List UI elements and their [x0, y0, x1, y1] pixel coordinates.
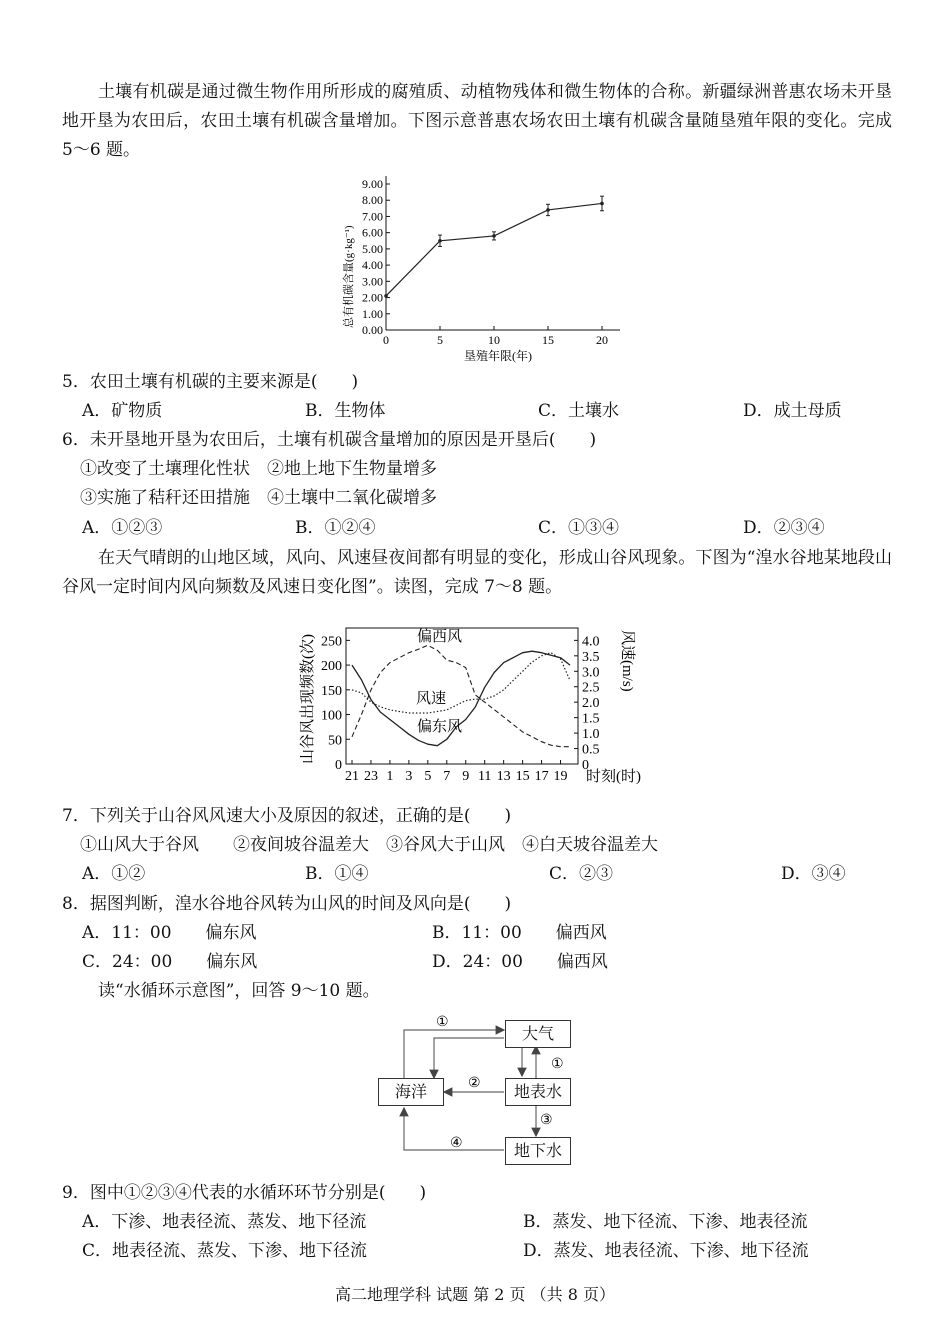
question-5-option-a: A．矿物质	[82, 401, 163, 421]
question-8-option-d: D．24：00 偏西风	[432, 952, 608, 972]
question-7-option-d: D．③④	[781, 864, 846, 884]
chart1-ytick-label: 7.00	[362, 209, 383, 224]
question-7-items: ①山风大于谷风 ②夜间坡谷温差大 ③谷风大于山风 ④白天坡谷温差大	[80, 835, 658, 855]
chart2-yright-tick-label: 3.5	[582, 649, 600, 665]
chart1-ylabel: 总有机碳含量(g·kg⁻¹)	[343, 225, 355, 328]
chart2-ylabel-right: 风速(m/s)	[619, 630, 635, 692]
chart1-ytick-label: 4.00	[362, 258, 383, 273]
node-groundwater: 地下水	[505, 1137, 571, 1165]
label-n1-top: ①	[436, 1015, 449, 1030]
chart1-xtick-label: 15	[542, 333, 554, 347]
question-5-option-d: D．成土母质	[743, 401, 842, 421]
label-n2: ②	[468, 1076, 481, 1091]
chart1-ytick-label: 1.00	[362, 306, 383, 321]
chart1-ytick-label: 8.00	[362, 193, 383, 208]
chart2-xtick-label: 11	[477, 769, 492, 784]
chart2-yright-tick-label: 4.0	[582, 634, 600, 650]
question-9-option-a: A．下渗、地表径流、蒸发、地下径流	[82, 1212, 367, 1232]
chart2-xlabel: 时刻(时)	[586, 769, 641, 785]
arrow-atmosphere-to-ocean	[434, 1038, 504, 1078]
chart2-ylabel-left: 山谷风出现频数(次)	[300, 634, 316, 764]
intro-paragraph-9-10: 读“水循环示意图”，回答 9～10 题。	[98, 981, 380, 1001]
question-6-items-2: ③实施了秸秆还田措施 ④土壤中二氧化碳增多	[80, 488, 437, 508]
chart2-label-west: 偏西风	[417, 629, 463, 645]
question-8-option-b: B．11：00 偏西风	[432, 923, 607, 943]
valley-wind-chart	[290, 612, 660, 794]
label-n1-right: ①	[551, 1057, 564, 1072]
node-ocean: 海洋	[378, 1078, 444, 1106]
organic-carbon-chart	[330, 168, 630, 368]
question-9-option-d: D．蒸发、地表径流、下渗、地下径流	[523, 1241, 809, 1261]
chart1-point	[384, 294, 388, 298]
chart2-yleft-tick-label: 100	[321, 708, 342, 724]
chart2-yright-tick-label: 0	[582, 758, 589, 773]
chart2-yright-tick-label: 2.5	[582, 680, 600, 696]
chart2-yleft-tick-label: 150	[321, 683, 342, 699]
chart1-xlabel: 垦殖年限(年)	[464, 349, 532, 363]
chart2-xtick-label: 5	[424, 769, 432, 784]
chart2-series-speed	[352, 653, 570, 713]
chart1-series-line	[386, 203, 602, 295]
chart2-xtick-label: 17	[534, 769, 549, 784]
question-5-option-b: B．生物体	[305, 401, 386, 421]
chart1-xtick-label: 5	[437, 333, 443, 347]
question-6-items-1: ①改变了土壤理化性状 ②地上地下生物量增多	[80, 459, 437, 479]
chart2-xtick-label: 7	[443, 769, 451, 784]
chart2-yright-tick-label: 1.0	[582, 727, 600, 743]
question-7-option-a: A．①②	[82, 864, 146, 884]
chart2-xtick-label: 19	[553, 769, 568, 784]
label-n3: ③	[540, 1113, 553, 1128]
chart1-ytick-label: 6.00	[362, 225, 383, 240]
chart1-point	[438, 239, 442, 243]
chart2-yleft-tick-label: 0	[335, 758, 342, 773]
question-7-option-b: B．①④	[305, 864, 369, 884]
intro-paragraph-5-6: 土壤有机碳是通过微生物作用所形成的腐殖质、动植物残体和微生物体的合称。新疆绿洲普惠农场未开垦地开垦为农田后，农田土壤有机碳含量增加。下图示意普惠农场农田土壤有机碳含量随垦殖年限的变化。完成 5～6 题。	[62, 82, 892, 160]
chart2-yright-tick-label: 2.0	[582, 696, 600, 712]
chart2-xtick-label: 15	[515, 769, 530, 784]
chart2-yleft-tick-label: 200	[321, 659, 342, 675]
chart2-xtick-label: 13	[496, 769, 511, 784]
chart2-yright-tick-label: 1.5	[582, 711, 600, 727]
question-8-option-a: A．11：00 偏东风	[82, 923, 257, 943]
question-6-option-c: C．①③④	[538, 518, 620, 538]
chart2-yright-tick-label: 3.0	[582, 665, 600, 681]
question-6-option-d: D．②③④	[743, 518, 825, 538]
chart2-yleft-tick-label: 50	[328, 733, 342, 749]
chart2-yright-tick-label: 0.5	[582, 742, 600, 758]
chart1-ytick-label: 5.00	[362, 241, 383, 256]
chart1-ytick-label: 2.00	[362, 290, 383, 305]
chart1-ytick-label: 3.00	[362, 274, 383, 289]
chart1-point	[492, 234, 496, 238]
question-9-option-b: B．蒸发、地下径流、下渗、地表径流	[523, 1212, 808, 1232]
chart2-xtick-label: 21	[345, 769, 359, 784]
chart2-label-east: 偏东风	[417, 719, 463, 735]
chart2-xtick-label: 23	[363, 769, 378, 784]
question-8-option-c: C．24：00 偏东风	[82, 952, 258, 972]
question-9-stem: 9．图中①②③④代表的水循环环节分别是( )	[62, 1183, 427, 1203]
question-8-stem: 8．据图判断，湟水谷地谷风转为山风的时间及风向是( )	[62, 894, 512, 914]
node-surface-water: 地表水	[505, 1078, 571, 1106]
chart2-xtick-label: 3	[405, 769, 413, 784]
question-9-option-c: C．地表径流、蒸发、下渗、地下径流	[82, 1241, 368, 1261]
question-7-stem: 7．下列关于山谷风风速大小及原因的叙述，正确的是( )	[62, 806, 512, 826]
node-atmosphere: 大气	[505, 1020, 571, 1048]
chart2-frame	[346, 628, 578, 764]
question-6-option-a: A．①②③	[82, 518, 163, 538]
chart2-yleft-tick-label: 250	[321, 634, 342, 650]
chart1-xtick-label: 20	[596, 333, 608, 347]
question-5-stem: 5．农田土壤有机碳的主要来源是( )	[62, 372, 359, 392]
question-6-option-b: B．①②④	[295, 518, 376, 538]
question-5-option-c: C．土壤水	[538, 401, 620, 421]
chart2-label-speed: 风速	[416, 691, 447, 707]
chart2-xtick-label: 1	[386, 769, 394, 784]
page-footer: 高二地理学科 试题 第 2 页 （共 8 页）	[335, 1285, 615, 1304]
label-n4: ④	[450, 1136, 463, 1151]
chart1-xtick-label: 0	[383, 333, 389, 347]
chart1-ytick-label: 0.00	[362, 323, 383, 337]
intro-paragraph-7-8: 在天气晴朗的山地区域，风向、风速昼夜间都有明显的变化，形成山谷风现象。下图为“湟水谷地某地段山谷风一定时间内风向频数及风速日变化图”。读图，完成 7～8 题。	[62, 548, 892, 597]
chart1-point	[546, 208, 550, 212]
question-7-option-c: C．②③	[549, 864, 614, 884]
question-6-stem: 6．未开垦地开垦为农田后，土壤有机碳含量增加的原因是开垦后( )	[62, 430, 597, 450]
chart1-ytick-label: 9.00	[362, 177, 383, 191]
chart1-xtick-label: 10	[488, 333, 500, 347]
chart2-xtick-label: 9	[462, 769, 470, 784]
chart1-point	[600, 202, 604, 206]
